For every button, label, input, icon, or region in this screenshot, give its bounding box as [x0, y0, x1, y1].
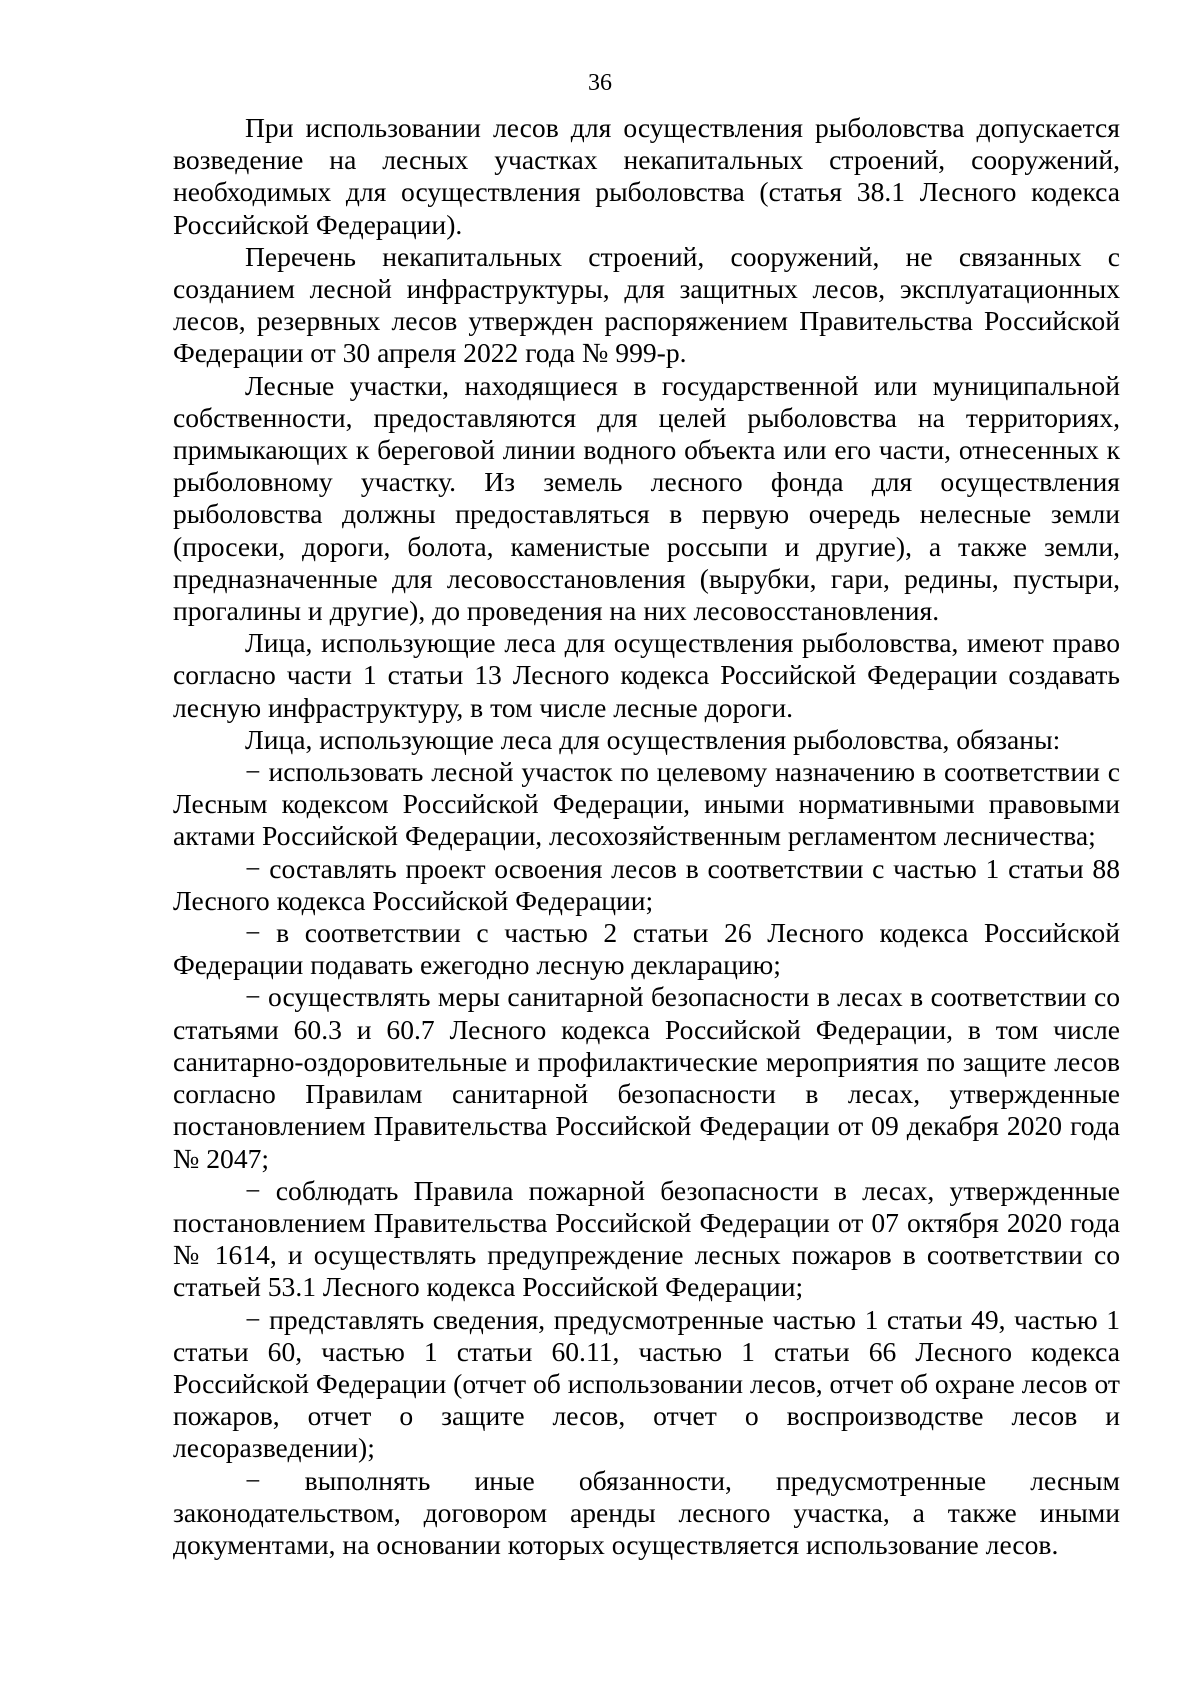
list-item-other-duties: − выполнять иные обязанности, предусмотренные лесным законодательством, договором аренды лесного участка, а также иными документами, на основании которых осуществляется использование лесов. [173, 1464, 1120, 1560]
paragraph-infrastructure-right: Лица, использующие леса для осуществления рыболовства, имеют право согласно части 1 статьи 13 Лесного кодекса Российской Федерации создавать лесную инфраструктуру, в том числе лесные дороги. [173, 627, 1120, 723]
paragraph-land-plots: Лесные участки, находящиеся в государственной или муниципальной собственности, предоставляются для целей рыболовства на территориях, примыкающих к береговой линии водного объекта или его части, отнесенных к рыболовному участку. Из земель лесного фонда для осуществления рыболовства должны предоставляться в первую очередь нелесные земли (просеки, дороги, болота, каменистые россыпи и другие), а также земли, предназначенные для лесовосстановления (вырубки, гари, редины, пустыри, прогалины и другие), до проведения на них лесовосстановления. [173, 369, 1120, 627]
list-item-development-project: − составлять проект освоения лесов в соответствии с частью 1 статьи 88 Лесного кодекса Российской Федерации; [173, 852, 1120, 916]
document-body [173, 112, 1120, 1561]
list-item-forest-declaration: − в соответствии с частью 2 статьи 26 Лесного кодекса Российской Федерации подавать ежегодно лесную декларацию; [173, 917, 1120, 981]
paragraph-fishing-structures: При использовании лесов для осуществления рыболовства допускается возведение на лесных участках некапитальных строений, сооружений, необходимых для осуществления рыболовства (статья 38.1 Лесного кодекса Российской Федерации). [173, 112, 1120, 240]
list-item-sanitary-safety: − осуществлять меры санитарной безопасности в лесах в соответствии со статьями 60.3 и 60.7 Лесного кодекса Российской Федерации, в том числе санитарно-оздоровительные и профилактические мероприятия по защите лесов согласно Правилам санитарной безопасности в лесах, утвержденные постановлением Правительства Российской Федерации от 09 декабря 2020 года № 2047; [173, 981, 1120, 1174]
paragraph-structures-list: Перечень некапитальных строений, сооружений, не связанных с созданием лесной инфраструктуры, для защитных лесов, эксплуатационных лесов, резервных лесов утвержден распоряжением Правительства Российской Федерации от 30 апреля 2022 года № 999-р. [173, 240, 1120, 369]
list-item-reporting: − представлять сведения, предусмотренные частью 1 статьи 49, частью 1 статьи 60, частью 1 статьи 60.11, частью 1 статьи 66 Лесного кодекса Российской Федерации (отчет об использовании лесов, отчет об охране лесов от пожаров, отчет о защите лесов, отчет о воспроизводстве лесов и лесоразведении); [173, 1303, 1120, 1464]
paragraph-obligations-intro: Лица, использующие леса для осуществления рыболовства, обязаны: [245, 723, 1061, 755]
page-number: 36 [588, 70, 612, 96]
list-item-fire-safety: − соблюдать Правила пожарной безопасности в лесах, утвержденные постановлением Правительства Российской Федерации от 07 октября 2020 года № 1614, и осуществлять предупреждение лесных пожаров в соответствии со статьей 53.1 Лесного кодекса Российской Федерации; [173, 1174, 1120, 1303]
list-item-target-use: − использовать лесной участок по целевому назначению в соответствии с Лесным кодексом Российской Федерации, иными нормативными правовыми актами Российской Федерации, лесохозяйственным регламентом лесничества; [173, 756, 1120, 852]
